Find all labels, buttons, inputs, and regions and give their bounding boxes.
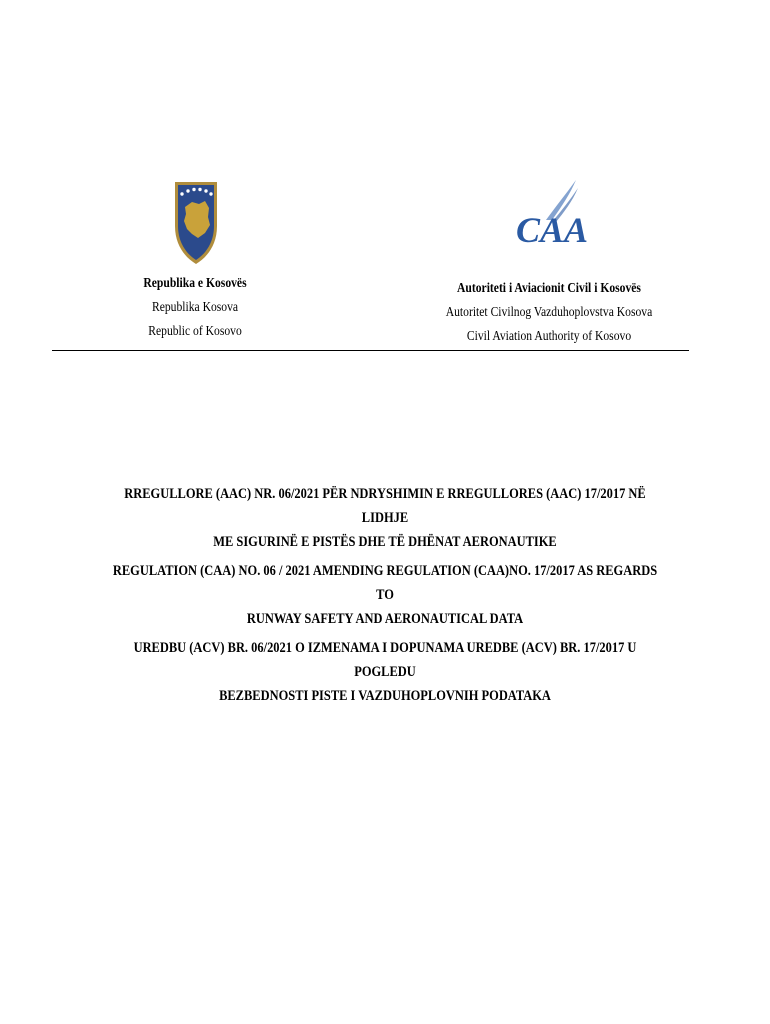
republic-name-serbian: Republika Kosova [151, 299, 239, 314]
title-albanian [107, 482, 663, 554]
caa-logo-text: CAA [516, 210, 588, 248]
title-serbian-line2: BEZBEDNOSTI PISTE I VAZDUHOPLOVNIH PODATAKA [219, 688, 551, 704]
title-english [107, 559, 663, 631]
kosovo-coat-of-arms-icon [172, 180, 220, 266]
title-english-line2: RUNWAY SAFETY AND AERONAUTICAL DATA [246, 611, 524, 627]
title-english-line1: REGULATION (CAA) NO. 06 / 2021 AMENDING REGULATION (CAA)NO. 17/2017 AS REGARDS TO [112, 563, 658, 603]
title-albanian-line1: RREGULLORE (AAC) NR. 06/2021 PËR NDRYSHIMIN E RREGULLORES (AAC) 17/2017 NË LIDHJE [124, 486, 646, 526]
authority-name-serbian: Autoritet Civilnog Vazduhoplovstva Kosova [445, 304, 653, 319]
title-serbian-line1: UREDBU (ACV) BR. 06/2021 O IZMENAMA I DOPUNAMA UREDBE (ACV) BR. 17/2017 U POGLEDU [133, 640, 637, 680]
header-right-block [434, 276, 664, 348]
caa-logo-icon [512, 178, 588, 248]
authority-name-english: Civil Aviation Authority of Kosovo [466, 328, 632, 343]
republic-name-english: Republic of Kosovo [148, 323, 242, 338]
title-albanian-line2: ME SIGURINË E PISTËS DHE TË DHËNAT AERONAUTIKE [213, 534, 557, 550]
authority-name-albanian: Autoriteti i Aviacionit Civil i Kosovës [457, 280, 641, 295]
header-divider [52, 350, 689, 351]
republic-name-albanian: Republika e Kosovës [143, 275, 247, 290]
header-left-block [113, 271, 276, 343]
title-serbian [107, 636, 663, 708]
